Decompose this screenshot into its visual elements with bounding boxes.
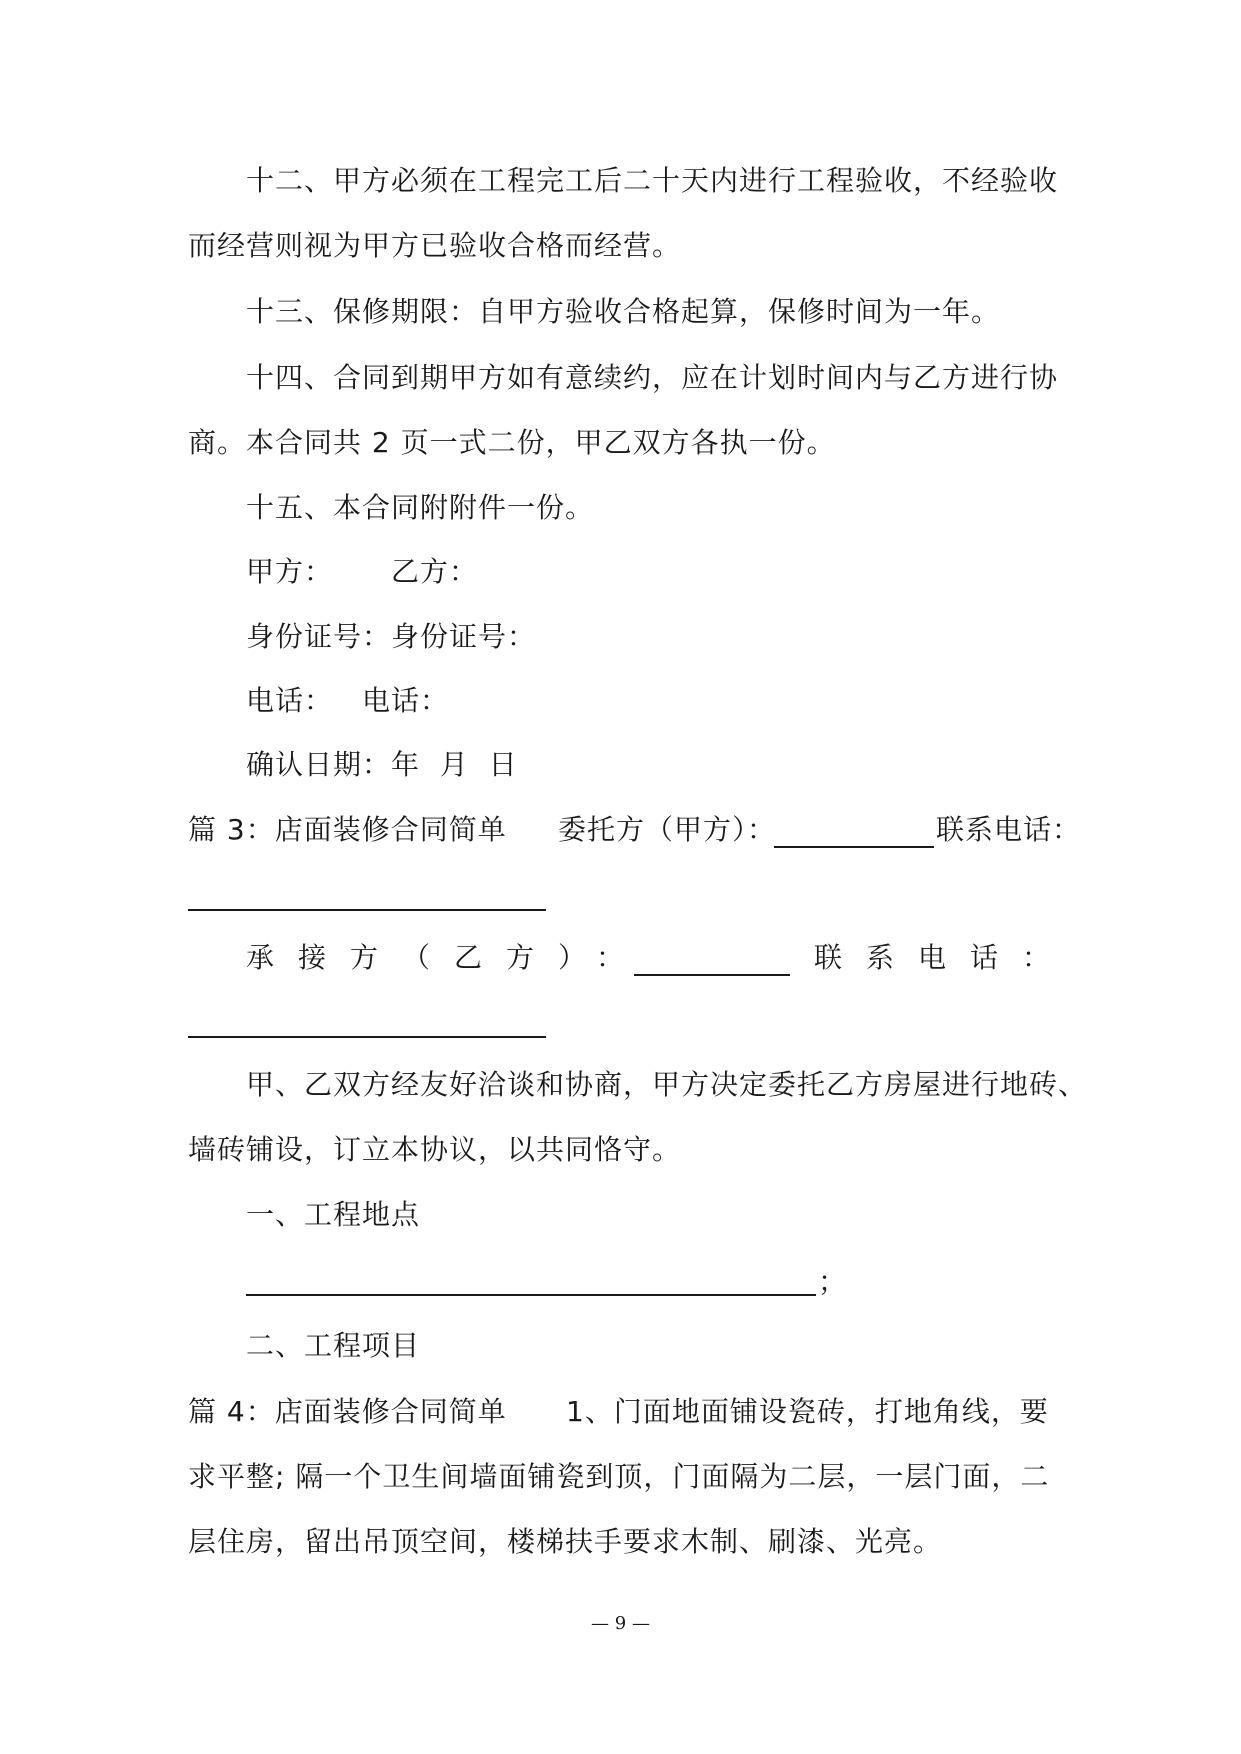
id-b-label: 身份证号： [391,620,537,653]
section-3-heading: 篇 3：店面装修合同简单 [188,813,507,846]
section-3-intro-line-1: 甲、乙双方经友好洽谈和协商，甲方决定委托乙方房屋进行地砖、 [246,1068,1088,1101]
paragraph-15: 十五、本合同附附件一份。 [246,491,595,524]
party-b-label: 乙方： [391,555,479,588]
page-number: — 9 — [591,1613,650,1634]
project-location-blank-line [246,1294,816,1296]
section-4-line-3: 层住房，留出吊顶空间，楼梯扶手要求木制、刷漆、光亮。 [188,1525,943,1558]
contractor-phone-blank-line [188,1036,546,1038]
section-4-heading: 篇 4：店面装修合同简单 [188,1395,507,1428]
item-1-heading: 一、工程地点 [246,1198,421,1231]
paragraph-14-line-2: 商。本合同共 2 页一式二份，甲乙双方各执一份。 [188,426,836,459]
paragraph-12-line-1: 十二、甲方必须在工程完工后二十天内进行工程验收，不经验收 [246,164,1059,197]
section-4-line-2: 求平整; 隔一个卫生间墙面铺瓷到顶，门面隔为二层，一层门面，二 [188,1460,1050,1493]
phone-a-label: 电话： [246,684,334,717]
confirm-date: 确认日期：年 月 日 [246,748,518,781]
contractor-blank-line [634,974,790,976]
client-blank-line [774,846,934,848]
client-phone-label: 联系电话： [936,813,1082,846]
contractor-label: 承接方（乙方）： [246,941,649,974]
id-a-label: 身份证号： [246,620,392,653]
section-4-item-1: 1、门面地面铺设瓷砖，打地角线，要 [566,1395,1049,1428]
paragraph-12-line-2: 而经营则视为甲方已验收合格而经营。 [188,229,682,262]
paragraph-13: 十三、保修期限：自甲方验收合格起算，保修时间为一年。 [246,295,1001,328]
client-phone-blank-line [188,909,546,911]
phone-b-label: 电话： [362,684,450,717]
contractor-phone-label: 联系电话： [814,941,1075,974]
party-a-label: 甲方： [246,555,334,588]
paragraph-14-line-1: 十四、合同到期甲方如有意续约，应在计划时间内与乙方进行协 [246,361,1059,394]
client-label: 委托方（甲方）： [558,813,777,846]
project-location-semicolon: ； [818,1265,848,1298]
section-3-intro-line-2: 墙砖铺设，订立本协议，以共同恪守。 [188,1133,682,1166]
item-2-heading: 二、工程项目 [246,1329,421,1362]
